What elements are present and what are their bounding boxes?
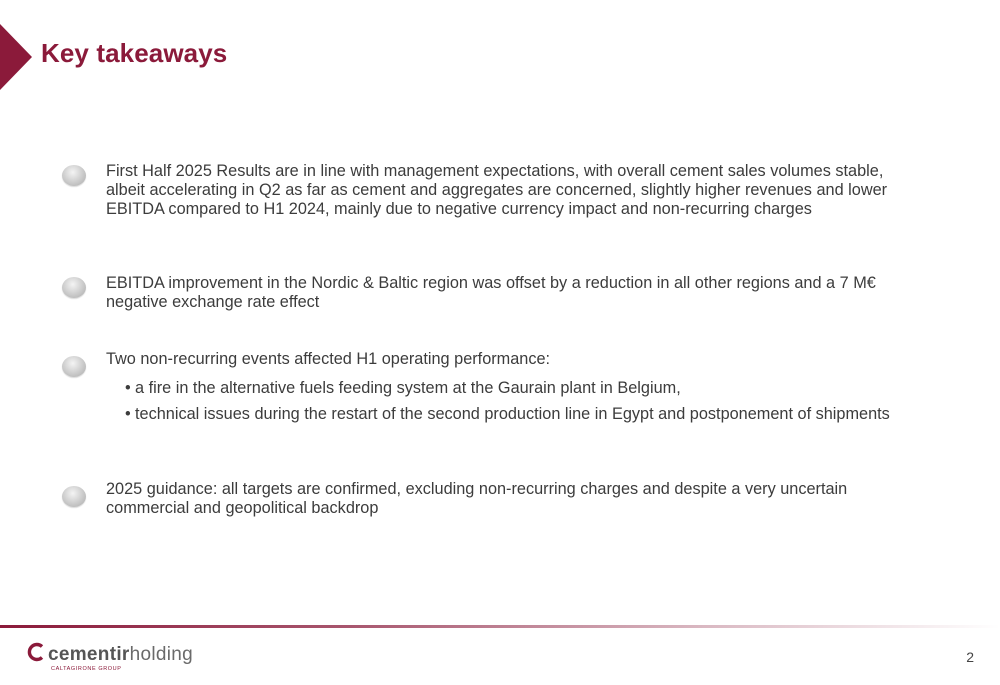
sub-bullet-item — [106, 405, 922, 424]
logo-word-bold: cementir — [48, 644, 130, 665]
bullet-dot-icon — [62, 277, 86, 298]
takeaway-text: First Half 2025 Results are in line with management expectations, with overall cement sales volumes stable, albeit accelerating in Q2 as far as cement and aggregates are concerned, slightly higher revenues and lower EBITDA compared to H1 2024, mainly due to negative currency impact and non-recurring charges — [106, 162, 888, 218]
sub-bullet-text: a fire in the alternative fuels feeding system at the Gaurain plant in Belgium, — [135, 379, 681, 397]
bullet-dot-icon — [62, 356, 86, 377]
slide-title: Key takeaways — [41, 38, 228, 68]
company-logo — [26, 641, 216, 673]
sub-bullet-marker: • — [125, 405, 131, 423]
takeaway-text: Two non-recurring events affected H1 operating performance: — [106, 350, 551, 368]
bullet-dot-icon — [62, 165, 86, 186]
sub-bullet-text: technical issues during the restart of the second production line in Egypt and postponement of shipments — [135, 405, 890, 423]
bullet-dot-icon — [62, 486, 86, 507]
sub-bullet-item — [106, 379, 922, 398]
page-number: 2 — [966, 649, 974, 665]
footer-divider — [0, 625, 1000, 628]
corner-arrow-icon — [0, 24, 32, 90]
takeaway-text: 2025 guidance: all targets are confirmed, excluding non-recurring charges and despite a very uncertain commercial and geopolitical backdrop — [106, 480, 848, 517]
logo-subtext: CALTAGIRONE GROUP — [51, 666, 122, 672]
takeaway-text-block — [106, 350, 922, 431]
sub-bullet-marker: • — [125, 379, 131, 397]
cementir-c-logo-icon — [26, 641, 46, 663]
logo-word-rest: holding — [129, 644, 193, 665]
takeaway-text: EBITDA improvement in the Nordic & Baltic region was offset by a reduction in all other regions and a 7 M€ negative exchange rate effect — [106, 274, 876, 311]
logo-wordmark — [48, 644, 193, 666]
sub-bullet-list — [106, 379, 922, 424]
